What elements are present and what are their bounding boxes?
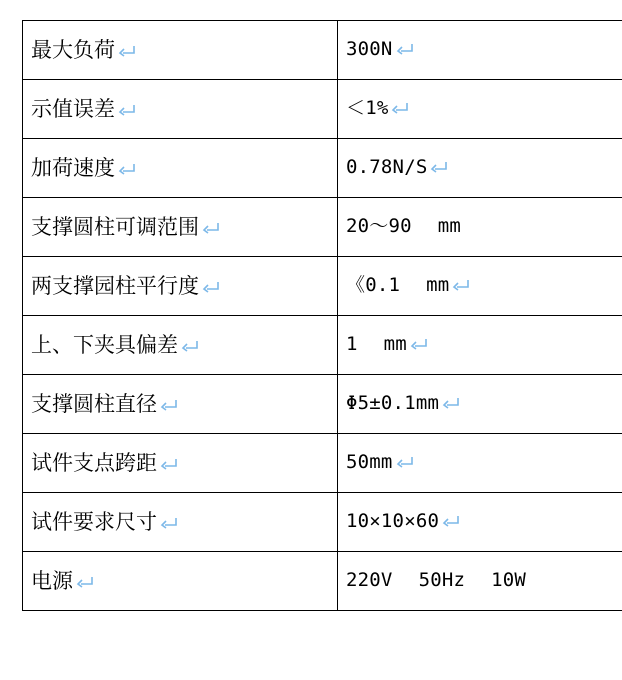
paragraph-return-icon xyxy=(118,103,135,116)
paragraph-return-icon xyxy=(452,278,469,291)
paragraph-return-icon xyxy=(160,457,177,470)
row-label: 上、下夹具偏差 xyxy=(31,332,178,357)
paragraph-return-icon xyxy=(202,221,219,234)
row-label: 试件要求尺寸 xyxy=(31,509,157,534)
table-row xyxy=(23,21,622,80)
table-cell-value xyxy=(338,21,622,80)
row-value-unit: mm xyxy=(383,333,407,356)
table-row xyxy=(23,198,622,257)
row-value-unit-2: 10W xyxy=(491,569,527,592)
table-cell-value xyxy=(338,198,622,257)
table-cell-value xyxy=(338,493,622,552)
row-label: 加荷速度 xyxy=(31,155,115,180)
table-cell-label xyxy=(23,21,338,80)
table-cell-value xyxy=(338,80,622,139)
table-row xyxy=(23,375,622,434)
table-cell-value xyxy=(338,375,622,434)
table-cell-value xyxy=(338,139,622,198)
row-value: 《0.1 xyxy=(346,274,401,297)
table-row xyxy=(23,552,622,611)
row-value: 220V xyxy=(346,569,393,592)
row-value-unit: 50Hz xyxy=(418,569,466,592)
table-cell-label xyxy=(23,139,338,198)
row-label: 示值误差 xyxy=(31,96,115,121)
paragraph-return-icon xyxy=(442,514,459,527)
table-cell-label xyxy=(23,434,338,493)
paragraph-return-icon xyxy=(396,42,413,55)
row-value: 0.78N/S xyxy=(346,156,428,179)
table-cell-label xyxy=(23,493,338,552)
table-row xyxy=(23,316,622,375)
row-value-unit: mm xyxy=(437,215,462,238)
row-value: 20～90 xyxy=(346,215,412,238)
row-value-unit: mm xyxy=(426,274,450,297)
table-body xyxy=(23,21,622,611)
row-value: ＜1% xyxy=(346,97,389,120)
row-label: 最大负荷 xyxy=(31,37,115,62)
specification-table xyxy=(22,20,622,611)
paragraph-return-icon xyxy=(396,455,413,468)
table-cell-value xyxy=(338,552,622,611)
paragraph-return-icon xyxy=(442,396,459,409)
paragraph-return-icon xyxy=(391,101,408,114)
table-cell-value xyxy=(338,257,622,316)
paragraph-return-icon xyxy=(202,280,219,293)
row-value: 1 xyxy=(346,333,358,356)
row-label: 两支撑园柱平行度 xyxy=(31,273,199,298)
table-row xyxy=(23,434,622,493)
table-row xyxy=(23,493,622,552)
paragraph-return-icon xyxy=(118,44,135,57)
row-label: 支撑圆柱可调范围 xyxy=(31,214,199,239)
table-cell-label xyxy=(23,375,338,434)
table-cell-label xyxy=(23,552,338,611)
paragraph-return-icon xyxy=(160,516,177,529)
row-label: 支撑圆柱直径 xyxy=(31,391,157,416)
row-label: 试件支点跨距 xyxy=(31,450,157,475)
paragraph-return-icon xyxy=(160,398,177,411)
row-value: 50mm xyxy=(346,451,393,474)
table-row xyxy=(23,139,622,198)
paragraph-return-icon xyxy=(410,337,427,350)
table-cell-value xyxy=(338,434,622,493)
table-cell-label xyxy=(23,257,338,316)
paragraph-return-icon xyxy=(118,162,135,175)
table-row xyxy=(23,257,622,316)
paragraph-return-icon xyxy=(430,160,447,173)
paragraph-return-icon xyxy=(181,339,198,352)
row-value: 10×10×60 xyxy=(346,510,440,533)
table-cell-value xyxy=(338,316,622,375)
table-cell-label xyxy=(23,316,338,375)
row-value: 300N xyxy=(346,38,393,61)
paragraph-return-icon xyxy=(76,575,93,588)
table-cell-label xyxy=(23,198,338,257)
table-row xyxy=(23,80,622,139)
row-value: Φ5±0.1mm xyxy=(346,392,440,415)
row-label: 电源 xyxy=(31,568,73,593)
table-cell-label xyxy=(23,80,338,139)
